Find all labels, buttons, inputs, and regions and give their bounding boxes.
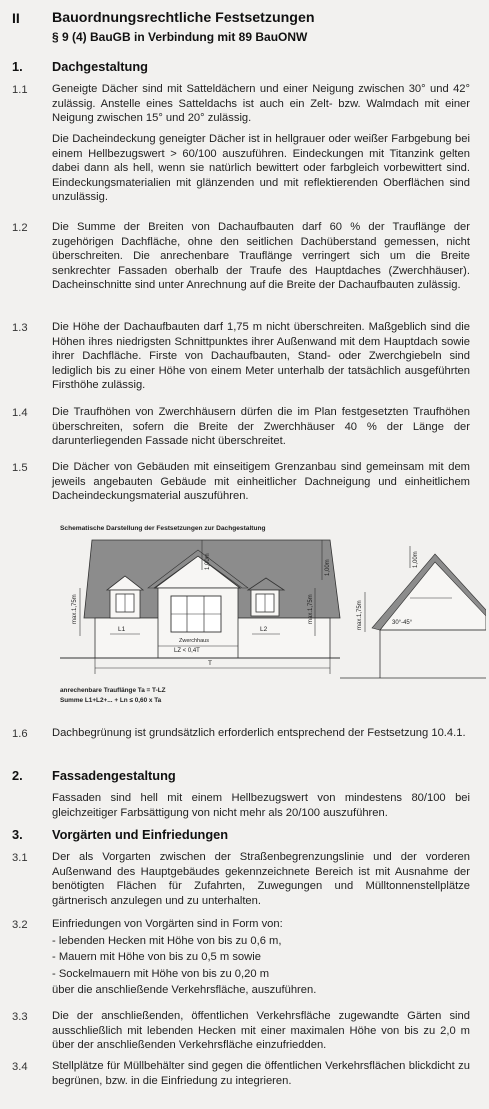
paragraph-number: 1.5 <box>12 462 28 474</box>
paragraph-list <box>52 917 470 998</box>
section-roman-numeral: II <box>12 10 20 26</box>
roof-angle-label: 30°-45° <box>392 620 413 626</box>
section-title: Dachgestaltung <box>52 59 148 74</box>
paragraph-number: 1.1 <box>12 84 28 96</box>
dim-label-max-height-section: max.1,75m <box>357 600 363 630</box>
list-item: - lebenden Hecken mit Höhe von bis zu 0,6 m, <box>52 934 282 947</box>
paragraph-text: Die Dacheindeckung geneigter Dächer ist in hellgrauer oder weißer Farbgebung bei einem Hellbezugswert > 60/100 auszuführen. Eindeckungen mit Titanzink gelten dabei dann als hell, wenn sie natürlich bewittert oder farbgleich vorbewittert sind. Eindeckungsmaterialien mit glänzenden und mit reflektierenden Oberflächen sind unzulässig. <box>52 133 470 204</box>
paragraph-number: 1.4 <box>12 407 28 419</box>
paragraph-text: Die Dächer von Gebäuden mit einseitigem Grenzanbau sind gemeinsam mit dem jeweils angebauten Gebäude mit einheitlicher Dachneigung und einheitlichem Dacheindeckungsmaterial auszuführen. <box>52 461 470 503</box>
formula-eaves-length: anrechenbare Trauflänge Ta = T-LZ <box>60 687 166 694</box>
page-title: Bauordnungsrechtliche Festsetzungen <box>52 10 315 26</box>
paragraph-text: Dachbegrünung ist grundsätzlich erforderlich entsprechend der Festsetzung 10.4.1. <box>52 727 466 739</box>
list-outro: über die anschließende Verkehrsfläche, auszuführen. <box>52 984 317 997</box>
paragraph-number: 3.2 <box>12 919 28 931</box>
section-title: Vorgärten und Einfriedungen <box>52 827 229 842</box>
paragraph-text: Fassaden sind hell mit einem Hellbezugswert von mindestens 80/100 bei gleichzeitiger Farbsättigung von nicht mehr als 20/100 auszuführen. <box>52 792 470 819</box>
list-item: - Sockelmauern mit Höhe von bis zu 0,20 m <box>52 967 270 980</box>
paragraph-number: 3.3 <box>12 1011 28 1023</box>
paragraph-text: Die Höhe der Dachaufbauten darf 1,75 m nicht überschreiten. Maßgeblich sind die Höhen ihres niedrigsten Schnittpunktes ihrer Außenwand mit dem Hauptdach sowie ihrer Dachfläche. Firste von Dachaufbauten, Stand- oder Zwerchgiebeln sind lediglich bis zu einer Höhe von einem Meter unterhalb der tatsächlich ausgeführten Firsthöhe zulässig. <box>52 321 470 392</box>
section-number: 1. <box>12 59 23 74</box>
house-front-view <box>60 540 340 674</box>
section-title: Fassadengestaltung <box>52 768 176 783</box>
section-number: 3. <box>12 827 23 842</box>
page-subtitle: § 9 (4) BauGB in Verbindung mit 89 BauONW <box>52 30 308 44</box>
dim-label-l1: L1 <box>118 626 126 633</box>
dim-label-t: T <box>208 660 212 667</box>
list-intro: Einfriedungen von Vorgärten sind in Form von: <box>52 918 283 930</box>
list-item: - Mauern mit Höhe von bis zu 0,5 m sowie <box>52 951 261 964</box>
paragraph-number: 1.3 <box>12 322 28 334</box>
paragraph-number: 1.6 <box>12 728 28 740</box>
paragraph-text: Die der anschließenden, öffentlichen Verkehrsfläche zugewandte Gärten sind ausschließlich mit lebenden Hecken mit einer maximalen Höhe von bis zu 2,0 m über der anschließenden Verkehrsfläche einzufriedden. <box>52 1010 470 1052</box>
section-number: 2. <box>12 768 23 783</box>
dim-label-max-height-left: max.1,75m <box>72 594 78 624</box>
paragraph-text: Geneigte Dächer sind mit Satteldächern und einer Neigung zwischen 30° und 42° zulässig. Anstelle eines Satteldachs ist auch ein Zelt- bzw. Walmdach mit einer Neigung zwischen 15° und 20° zulässig. <box>52 83 470 125</box>
dim-label-1m-zwerchhaus: 1,00m <box>205 553 211 570</box>
formula-dormer-sum: Summe L1+L2+... + Ln ≤ 0,60 x Ta <box>60 697 162 704</box>
paragraph-text: Die Summe der Breiten von Dachaufbauten darf 60 % der Trauflänge der zugehörigen Dachfläche, ohne den seitlichen Dachüberstand gemessen, nicht überschreiten. Die anrechenbare Trauflänge verringert sich um die Breite senkrechter Fassaden oberhalb der Traufe des Hauptdaches (Zwerchhäuser). Dacheinschnitte sind unter Anrechnung auf die Breite der Dachaufbauten zulässig. <box>52 221 470 292</box>
paragraph-number: 1.2 <box>12 222 28 234</box>
roof-diagram <box>40 518 486 713</box>
dim-label-1m-right: 1,00m <box>325 559 331 576</box>
dim-label-l2: L2 <box>260 626 268 633</box>
paragraph-text: Stellplätze für Müllbehälter sind gegen die öffentlichen Verkehrsflächen blickdicht zu begrünen, bzw. in die Einfriedung zu integrieren. <box>52 1060 470 1087</box>
paragraph-text: Der als Vorgarten zwischen der Straßenbegrenzungslinie und der vorderen Außenwand des Hauptgebäudes gekennzeichnete Bereich ist mit Ausnahme der benötigten Flächen für Zufahrten, Zuwegungen und Mülltonnenstellplätze gärtnerisch anzulegen und zu unterhalten. <box>52 851 470 907</box>
paragraph-text: Die Traufhöhen von Zwerchhäusern dürfen die im Plan festgesetzten Traufhöhen überschreiten, sofern die Breite der Zwerchhäuser 40 % der Länge der darunterliegenden Fassade nicht überschreitet. <box>52 406 470 448</box>
paragraph-number: 3.4 <box>12 1061 28 1073</box>
dim-label-1m-section: 1,00m <box>413 551 419 568</box>
diagram-title: Schematische Darstellung der Festsetzungen zur Dachgestaltung <box>60 525 266 532</box>
dim-label-max-height-right: max.1,75m <box>308 594 314 624</box>
dim-label-lz: LZ < 0,4T <box>174 648 200 654</box>
paragraph-number: 3.1 <box>12 852 28 864</box>
label-zwerchhaus: Zwerchhaus <box>179 638 209 644</box>
